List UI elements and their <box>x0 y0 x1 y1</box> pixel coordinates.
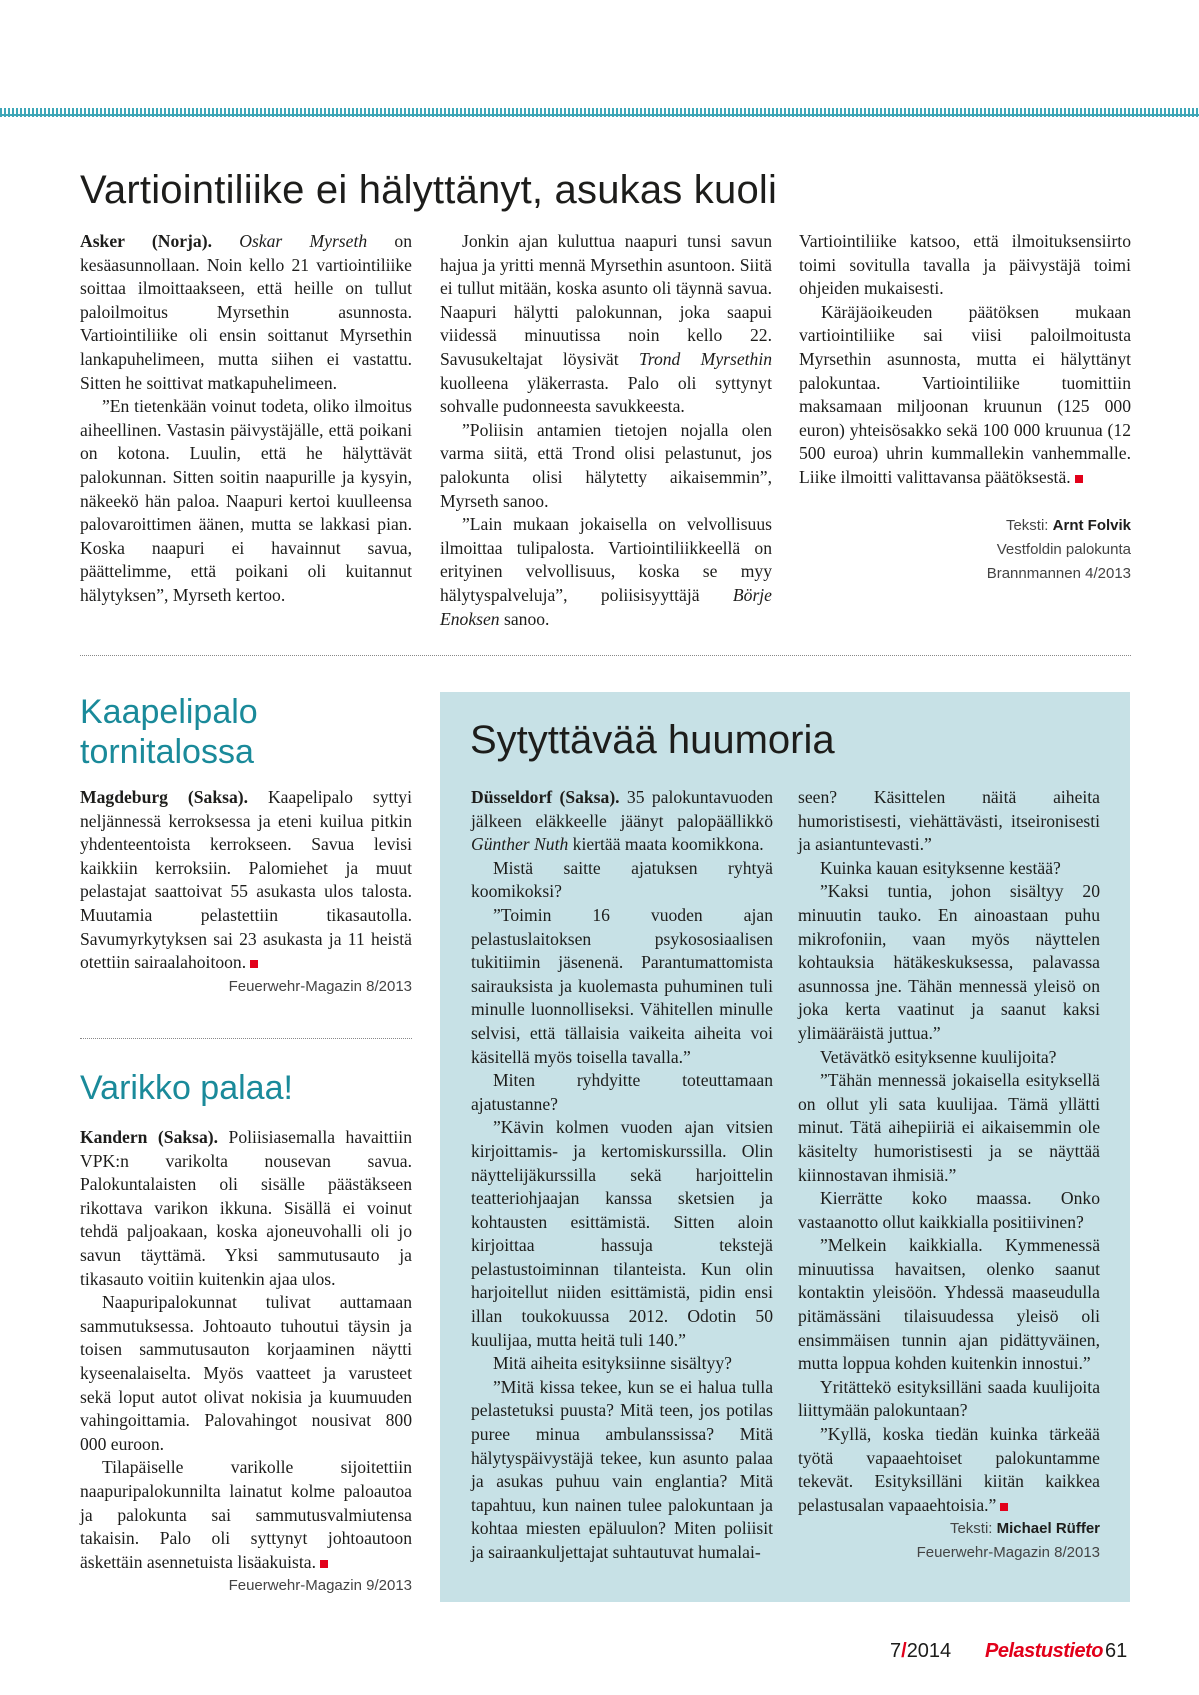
answer: ”Mitä kissa tekee, kun se ei halua tulla pelastetuksi puusta? Mitä teen, jos potilas puree minua ambulanssissa? Mitä hälytyspäivystäjä tekee, kun asunto palaa ja asukas puhuu vain englantia? Mitä tapahtuu, kun nainen tulee palokuntaan ja kohtaa miesten epäluulon? Miten poliisit ja sairaankuljettajat suhtautuvat humalai- <box>471 1376 773 1562</box>
article3-p2: Naapuripalokunnat tulivat auttamaan sammutuksessa. Johtoauto tuhoutui täysin ja toisen sammutusauton korjaaminen näytti kyseenalaiselta. Myös vaatteet ja varusteet sekä loput autot olivat nokisia ja kuumuuden vahingoittamia. Palovahingot nousivat 800 000 euroon. <box>80 1292 412 1454</box>
question: Kuinka kauan esityksenne kestää? <box>820 857 1061 878</box>
question: Miten ryhdyitte toteuttamaan ajatustanne? <box>471 1070 773 1114</box>
lead-place: Magdeburg (Saksa). <box>80 787 249 807</box>
person-name: Günther Nuth <box>471 834 569 855</box>
end-mark-icon <box>250 960 258 968</box>
credit-org: Vestfoldin palokunta <box>996 540 1131 558</box>
lead-place: Kandern (Saksa). <box>80 1127 219 1147</box>
article1-col1-p2: ”En tietenkään voinut todeta, oliko ilmoitus aiheellinen. Vastasin päivystäjälle, että poikani on kotona. Luulin, että he hälyttävät palokunnan. Sitten soitin naapurille ja kysyin, näkeekö hän paloa. Naapuri kertoi kuulleensa palovaroittimen äänen, mutta se lakkasi pian. Koska naapuri ei havainnut savua, päättelimme, että poikani oli kuitannut hälytyksen”, Myrseth kertoo. <box>80 396 412 605</box>
article1-col1-p1: Asker (Norja). Oskar Myrseth on kesäasunnollaan. Noin kello 21 vartiointiliike soittaa ilmoittaakseen, että heille on tullut paloilmoitus Myrsethin asunnosta. Vartiointiliike oli ensin soittanut Myrsethin lankapuhelimeen, mutta siihen ei vastattu. Sitten he soittivat matkapuhelimeen. <box>80 231 412 393</box>
question: Vetävätkö esityksenne kuulijoita? <box>820 1046 1057 1067</box>
question: Mistä saitte ajatuksen ryhtyä koomikoksi? <box>471 857 773 902</box>
article4-column-1: Düsseldorf (Saksa). 35 palokuntavuoden jälkeen eläkkeelle jäänyt palopäällikkö Günther Nuth kiertää maata koomikkona. Mistä saitte ajatuksen ryhtyä koomikoksi? ”Toimin 16 vuoden ajan pelastuslaitoksen psykososiaalisen tukitiimin jäsenenä. Parantumattomista sairauksista ja kuolemasta puhuminen tuli minulle luonnolliseksi. Vähitellen minulle selvisi, että tällaisia vaikeita aiheita voi käsitellä myös toisella tavalla.” Miten ryhdyitte toteuttamaan ajatustanne? ”Kävin kolmen vuoden ajan vitsien kirjoittamis- ja kertomiskurssilla. Olin näyttelijäkurssilla sekä harjoittelin teatteriohjaajan kanssa sketsien ja kohtausten esittämistä. Sitten aloin kirjoittaa hassuja tekstejä pelastustoiminnan tilanteista. Kun olin harjoitellut niiden esittämistä, pidin ensi illan toukokuussa 2012. Odotin 50 kuulijaa, mutta heitä tuli 140.” Mitä aiheita esityksiinne sisältyy? ”Mitä kissa tekee, kun se ei halua tulla pelastetuksi puusta? Mitä teen, jos potilas puree minua ambulanssissa? Mitä hälytyspäivystäjä tekee, kun asunto palaa ja asukas puhuu vain englantia? Mitä tapahtuu, kun nainen tulee palokuntaan ja kohtaa miesten epäluulon? Miten poliisit ja sairaankuljettajat suhtautuvat humalai- <box>471 786 773 1565</box>
article1-col2-p3: ”Lain mukaan jokaisella on velvollisuus ilmoittaa tulipalosta. Vartiointiliikkeellä on erityinen velvollisuus, koska se myy hälytyspalveluja”, poliisisyyttäjä Börje Enoksen sanoo. <box>440 514 772 629</box>
article3-body: Kandern (Saksa). Poliisiasemalla havaittiin VPK:n varikolta nousevan savua. Palokuntalaisten oli sisälle päästäkseen rikottava varikon ikkuna. Sisällä ei voinut tehdä paljoakaan, koska ajoneuvohalli oli jo savun täyttämä. Yksi sammutusauto ja tikasauto voitiin kuitenkin ajaa ulos. Naapuripalokunnat tulivat auttamaan sammutuksessa. Johtoauto tuhoutui täysin ja toisen sammutusauton korjaaminen näytti kyseenalaiselta. Myös vaatteet ja varusteet sekä loput autot olivat nokisia ja kuumuuden vahingoittamia. Palovahingot nousivat 800 000 euroon. Tilapäiselle varikolle sijoitettiin naapuripalokunnilta lainatut kolme paloautoa ja palokunta sai sammutusvalmiutensa takaisin. Palo oli syttynyt johtoautoon äskettäin asennetuista lisäakuista. Feuerwehr-Magazin 9/2013 <box>80 1126 412 1598</box>
lead-place: Asker (Norja). <box>80 231 212 251</box>
credit-source: Feuerwehr-Magazin 8/2013 <box>916 1544 1100 1562</box>
end-mark-icon <box>320 1560 328 1568</box>
person-name: Oskar Myrseth <box>239 231 368 251</box>
article1-column-2 <box>440 230 772 631</box>
question: Yritättekö esityksilläni saada kuulijoita liittymään palokuntaan? <box>798 1376 1100 1421</box>
credit-author: Arnt Folvik <box>1052 516 1131 534</box>
brand-logo: Pelastustieto <box>985 1640 1103 1662</box>
article2-title: Kaapelipalo tornitalossa <box>80 693 258 771</box>
article4-credit <box>798 1517 1100 1565</box>
credit-source: Brannmannen 4/2013 <box>986 564 1131 582</box>
article1-credit <box>799 514 1131 586</box>
article3-source: Feuerwehr-Magazin 9/2013 <box>228 1577 412 1595</box>
question: Kierrätte koko maassa. Onko vastaanotto ollut kaikkialla positiivinen? <box>798 1188 1100 1232</box>
answer: ”Toimin 16 vuoden ajan pelastuslaitoksen psykososiaalisen tukitiimin jäsenenä. Parantumattomista sairauksista ja kuolemasta puhuminen tuli minulle luonnolliseksi. Vähitellen minulle selvisi, että tällaisia vaikeita aiheita voi käsitellä myös toisella tavalla.” <box>471 904 773 1067</box>
credit-label: Teksti: <box>1005 516 1049 534</box>
section-divider <box>80 655 1131 656</box>
top-stripe-line <box>0 114 1199 116</box>
answer: ”Tähän mennessä jokaisella esityksellä on ollut yli sata kuulijaa. Tämä yllätti minut. Tätä aihepiiriä ei aikaisemmin ole käsitelty humoristisesti ja se näyttää kiinnostavan ihmisiä.” <box>798 1070 1100 1185</box>
lead-place: Düsseldorf (Saksa). <box>471 787 620 807</box>
credit-author: Michael Rüffer <box>996 1520 1100 1538</box>
issue-number: 7/2014 <box>890 1640 952 1662</box>
answer: ”Kaksi tuntia, johon sisältyy 20 minuutin tauko. En ainoastaan puhu mikrofoniin, vaan myös näyttelen kohtauksia hätäkeskuksessa, palavassa asunnossa jne. Tähän mennessä yleisö on joka kerta vaatinut ja saanut kaksi ylimääräistä juttua.” <box>798 881 1100 1043</box>
answer: ”Kyllä, koska tiedän kuinka tärkeää työtä vapaaehtoiset palokuntamme tekevät. Esityksilläni kiitän kaikkea pelastusalan vapaaehtoisia.” <box>798 1424 1100 1515</box>
article4-column-2 <box>798 786 1100 1565</box>
article4-title: Sytyttävää huumoria <box>470 718 835 762</box>
answer: ”Melkein kaikkialla. Kymmenessä minuutissa havaitsen, olenko saanut kontaktin yleisöön. Yhdessä maaseudulla pitämässäni tilaisuudessa yleisö oli ensimmäisen tunnin ajan pidättyväinen, mutta loppua kohden kuitenkin innostui.” <box>798 1235 1100 1374</box>
article1-col3-p1: Vartiointiliike katsoo, että ilmoituksensiirto toimi sovitulla tavalla ja päivystäjä toimi ohjeiden mukaisesti. <box>799 231 1131 299</box>
article1-column-3 <box>799 230 1131 586</box>
end-mark-icon <box>1000 1503 1008 1511</box>
article2-body: Magdeburg (Saksa). Kaapelipalo syttyi neljännessä kerroksessa ja eteni kuilua pitkin yhdenteentoista kerrokseen. Savua levisi kaikkiin kerroksiin. Palomiehet ja muut pelastajat saattoivat 55 asukasta ulos talosta. Muutamia pelastettiin tikasautolla. Savumyrkytyksen sai 23 asukasta ja 11 heistä otettiin sairaalahoitoon. Feuerwehr-Magazin 8/2013 <box>80 786 412 999</box>
article1-col2-p1: Jonkin ajan kuluttua naapuri tunsi savun hajua ja yritti mennä Myrsethin asuntoon. Siitä ei tullut mitään, koska asunto oli täynnä savua. Naapuri hälytti palokunnan, joka saapui viidessä minuutissa noin kello 22. Savusukeltajat löysivät Trond Myrsethin kuolleena yläkerrasta. Palo oli syttynyt sohvalle pudonneesta savukkeesta. <box>440 231 772 417</box>
article1-title: Vartiointiliike ei hälyttänyt, asukas kuoli <box>80 168 778 212</box>
section-divider <box>80 1038 412 1039</box>
end-mark-icon <box>1075 475 1083 483</box>
person-name: Trond Myrsethin <box>638 348 772 369</box>
answer: ”Kävin kolmen vuoden ajan vitsien kirjoittamis- ja kertomiskurssilla. Olin näyttelijäkurssilla sekä harjoittelin teatteriohjaajan kanssa sketsien ja kohtausten esittämistä. Sitten aloin kirjoittaa hassuja tekstejä pelastustoiminnan tilanteista. Kun olin harjoitellut niiden esittämistä, pidin ensi illan toukokuussa 2012. Odotin 50 kuulijaa, mutta heitä tuli 140.” <box>471 1117 773 1350</box>
credit-label: Teksti: <box>949 1520 993 1538</box>
person-name: Börje Enoksen <box>440 584 772 629</box>
article1-column-1 <box>80 230 412 608</box>
question: Mitä aiheita esityksiinne sisältyy? <box>493 1353 732 1374</box>
article2-source: Feuerwehr-Magazin 8/2013 <box>228 977 412 995</box>
article1-col3-p2: Käräjäoikeuden päätöksen mukaan vartiointiliike sai viisi paloilmoitusta Myrsethin asunnosta, mutta ei hälyttänyt palokuntaa. Vartiointiliike tuomittiin maksamaan miljoonan kruunun (125 000 euron) yhteisösakko sekä 100 000 kruunua (12 500 euroa) uhrin kummallekin vanhemmalle. Liike ilmoitti valittavansa päätöksestä. <box>799 301 1131 487</box>
article1-col2-p2: ”Poliisin antamien tietojen nojalla olen varma siitä, että Trond olisi pelastunut, jos palokunta olisi hälytetty aikaisemmin”, Myrseth sanoo. <box>440 419 772 511</box>
answer: seen? Käsittelen näitä aiheita humoristisesti, viehättävästi, itseironisesti ja asiantuntevasti.” <box>798 787 1100 855</box>
page-number: 61 <box>1105 1640 1128 1662</box>
article3-title: Varikko palaa! <box>80 1069 293 1107</box>
